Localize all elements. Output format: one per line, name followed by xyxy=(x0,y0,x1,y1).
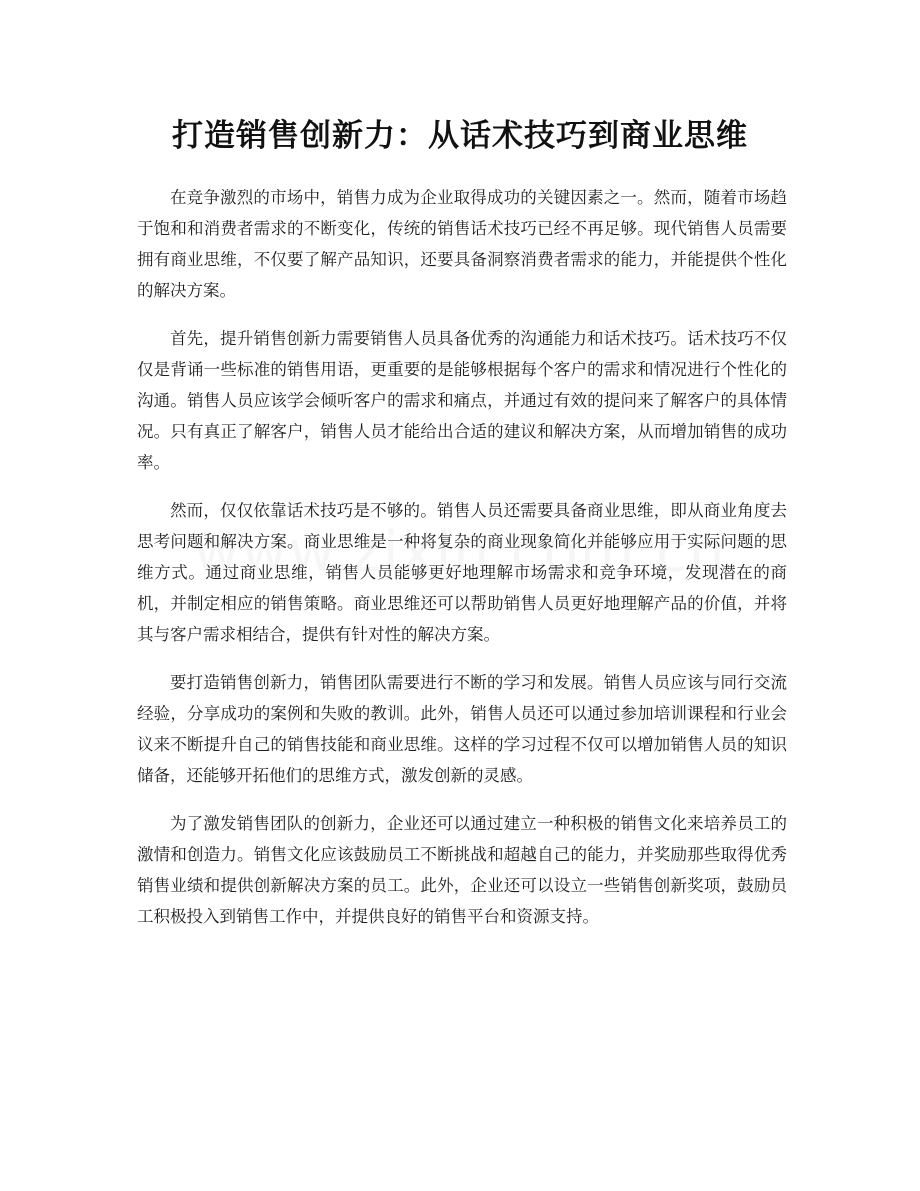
paragraph-1: 在竞争激烈的市场中，销售力成为企业取得成功的关键因素之一。然而，随着市场趋于饱和和消费者需求的不断变化，传统的销售话术技巧已经不再足够。现代销售人员需要拥有商业思维，不仅要了解产品知识，还要具备洞察消费者需求的能力，并能提供个性化的解决方案。 xyxy=(137,188,787,300)
document-body xyxy=(137,182,787,949)
paragraph-4: 要打造销售创新力，销售团队需要进行不断的学习和发展。销售人员应该与同行交流经验，分享成功的案例和失败的教训。此外，销售人员还可以通过参加培训课程和行业会议来不断提升自己的销售技能和商业思维。这样的学习过程不仅可以增加销售人员的知识储备，还能够开拓他们的思维方式，激发创新的灵感。 xyxy=(137,673,787,785)
paragraph-5: 为了激发销售团队的创新力，企业还可以通过建立一种积极的销售文化来培养员工的激情和创造力。销售文化应该鼓励员工不断挑战和超越自己的能力，并奖励那些取得优秀销售业绩和提供创新解决方案的员工。此外，企业还可以设立一些销售创新奖项，鼓励员工积极投入到销售工作中，并提供良好的销售平台和资源支持。 xyxy=(137,814,787,926)
document-title: 打造销售创新力：从话术技巧到商业思维 xyxy=(172,118,748,154)
paragraph-2: 首先，提升销售创新力需要销售人员具备优秀的沟通能力和话术技巧。话术技巧不仅仅是背诵一些标准的销售用语，更重要的是能够根据每个客户的需求和情况进行个性化的沟通。销售人员应该学会倾听客户的需求和痛点，并通过有效的提问来了解客户的具体情况。只有真正了解客户，销售人员才能给出合适的建议和解决方案，从而增加销售的成功率。 xyxy=(137,329,787,472)
paragraph-3: 然而，仅仅依靠话术技巧是不够的。销售人员还需要具备商业思维，即从商业角度去思考问题和解决方案。商业思维是一种将复杂的商业现象简化并能够应用于实际问题的思维方式。通过商业思维，销售人员能够更好地理解市场需求和竞争环境，发现潜在的商机，并制定相应的销售策略。商业思维还可以帮助销售人员更好地理解产品的价值，并将其与客户需求相结合，提供有针对性的解决方案。 xyxy=(137,501,787,644)
